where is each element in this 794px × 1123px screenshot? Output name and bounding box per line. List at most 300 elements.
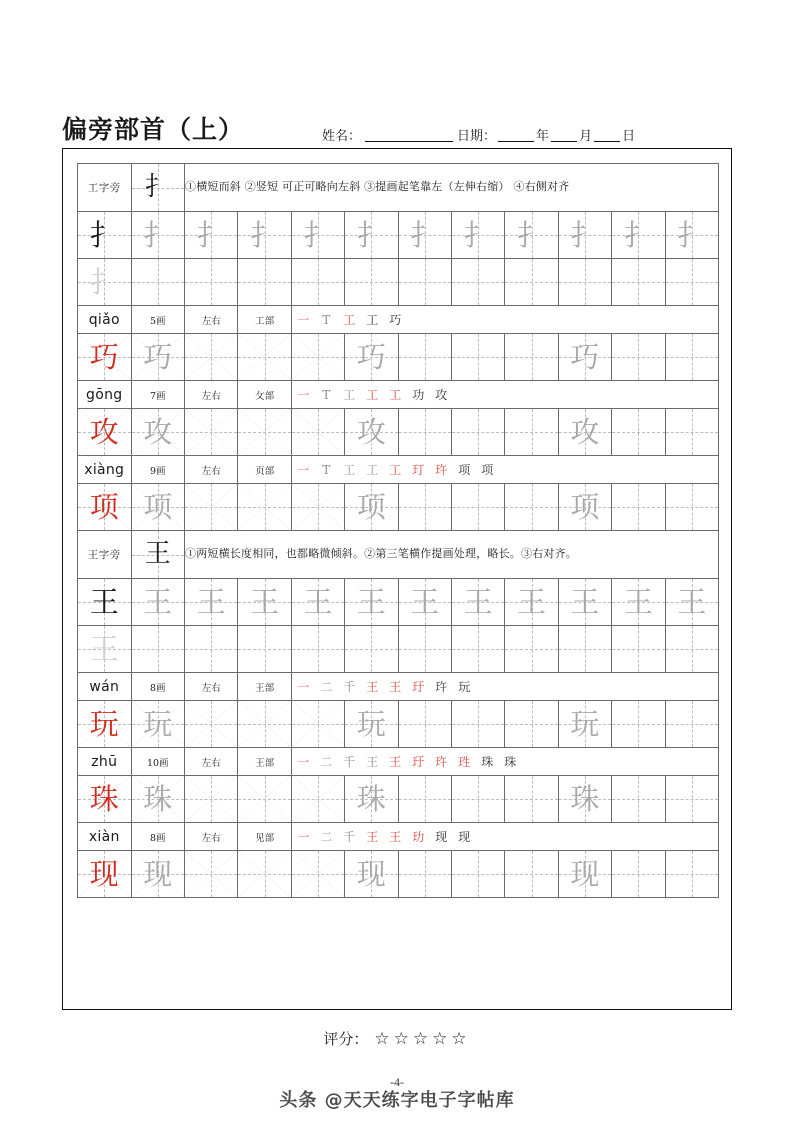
practice-cell[interactable] bbox=[78, 484, 132, 531]
practice-character: 珠 bbox=[89, 781, 119, 816]
stroke-step: 玝 bbox=[435, 463, 448, 478]
radical-header-row bbox=[78, 531, 719, 579]
guide-vertical bbox=[478, 776, 479, 822]
practice-cell[interactable] bbox=[612, 409, 665, 456]
radical-glyph: 王 bbox=[144, 539, 171, 569]
rice-grid-diagonals bbox=[238, 334, 290, 380]
guide-vertical bbox=[532, 626, 533, 672]
character-practice-row bbox=[78, 851, 719, 898]
guide-vertical bbox=[532, 334, 533, 380]
guide-vertical bbox=[211, 626, 212, 672]
practice-cell[interactable] bbox=[665, 626, 718, 673]
stroke-step: 一 bbox=[297, 755, 310, 770]
stroke-step: 巧 bbox=[389, 313, 402, 328]
guide-vertical bbox=[692, 334, 693, 380]
practice-cell[interactable] bbox=[345, 212, 398, 259]
character-stroke-order bbox=[291, 306, 718, 334]
practice-character: 攻 bbox=[570, 414, 600, 449]
practice-character: 王 bbox=[89, 584, 119, 619]
day-input-blank[interactable] bbox=[594, 140, 620, 142]
practice-cell[interactable] bbox=[131, 334, 185, 381]
practice-character: 现 bbox=[356, 856, 386, 891]
practice-cell[interactable] bbox=[665, 484, 718, 531]
practice-cell[interactable] bbox=[558, 212, 611, 259]
practice-character: 王 bbox=[623, 584, 653, 619]
practice-cell[interactable] bbox=[505, 212, 558, 259]
character-stroke-count: 5画 bbox=[131, 306, 185, 334]
radical-name: 王字旁 bbox=[78, 531, 132, 579]
practice-cell[interactable] bbox=[665, 851, 718, 898]
practice-cell[interactable] bbox=[451, 484, 504, 531]
practice-cell[interactable] bbox=[398, 626, 451, 673]
practice-cell[interactable] bbox=[131, 409, 185, 456]
stroke-step: 现 bbox=[458, 830, 471, 845]
guide-vertical bbox=[425, 484, 426, 530]
character-stroke-order bbox=[291, 823, 718, 851]
radical-practice-row bbox=[78, 212, 719, 259]
practice-table-wrap bbox=[77, 163, 719, 898]
practice-cell[interactable] bbox=[451, 579, 504, 626]
guide-vertical bbox=[692, 851, 693, 897]
stroke-step: 现 bbox=[435, 830, 448, 845]
practice-cell[interactable] bbox=[665, 701, 718, 748]
practice-character: 王 bbox=[250, 584, 280, 619]
stroke-step: 玏 bbox=[412, 830, 425, 845]
practice-cell[interactable] bbox=[558, 579, 611, 626]
character-pinyin: gōng bbox=[78, 381, 132, 409]
practice-cell[interactable] bbox=[558, 851, 611, 898]
practice-cell[interactable] bbox=[558, 409, 611, 456]
practice-cell[interactable] bbox=[505, 579, 558, 626]
guide-vertical bbox=[478, 334, 479, 380]
stroke-step: 玩 bbox=[458, 680, 471, 695]
practice-character: 巧 bbox=[89, 339, 119, 374]
practice-cell[interactable] bbox=[238, 259, 291, 306]
practice-cell[interactable] bbox=[78, 409, 132, 456]
guide-vertical bbox=[692, 259, 693, 305]
practice-cell[interactable] bbox=[451, 626, 504, 673]
practice-cell[interactable] bbox=[131, 212, 185, 259]
practice-cell[interactable] bbox=[612, 776, 665, 823]
practice-cell[interactable] bbox=[345, 579, 398, 626]
guide-vertical bbox=[371, 626, 372, 672]
practice-cell[interactable] bbox=[558, 484, 611, 531]
practice-cell[interactable] bbox=[612, 212, 665, 259]
character-structure: 左右 bbox=[185, 306, 238, 334]
stroke-step: 一 bbox=[297, 463, 310, 478]
guide-vertical bbox=[585, 626, 586, 672]
character-structure: 左右 bbox=[185, 456, 238, 484]
practice-character: 王 bbox=[517, 584, 547, 619]
guide-vertical bbox=[425, 701, 426, 747]
guide-vertical bbox=[478, 484, 479, 530]
practice-cell[interactable] bbox=[291, 334, 344, 381]
practice-cell[interactable] bbox=[398, 776, 451, 823]
stroke-step: 玗 bbox=[412, 680, 425, 695]
practice-character: 王 bbox=[463, 584, 493, 619]
practice-cell[interactable] bbox=[131, 626, 185, 673]
practice-cell[interactable] bbox=[612, 334, 665, 381]
character-stroke-order bbox=[291, 456, 718, 484]
stroke-step: T bbox=[322, 313, 331, 328]
character-practice-row bbox=[78, 776, 719, 823]
practice-character: 王 bbox=[356, 584, 386, 619]
practice-cell[interactable] bbox=[131, 851, 185, 898]
practice-character: 王 bbox=[410, 584, 440, 619]
character-stroke-count: 8画 bbox=[131, 823, 185, 851]
character-structure: 左右 bbox=[185, 748, 238, 776]
rice-grid-diagonals bbox=[292, 776, 344, 822]
practice-cell[interactable] bbox=[612, 484, 665, 531]
guide-vertical bbox=[692, 776, 693, 822]
character-info-row bbox=[78, 456, 719, 484]
practice-character: 巧 bbox=[356, 339, 386, 374]
practice-cell[interactable] bbox=[131, 701, 185, 748]
practice-cell[interactable] bbox=[78, 776, 132, 823]
practice-cell[interactable] bbox=[345, 334, 398, 381]
rice-grid-diagonals bbox=[185, 701, 237, 747]
character-pinyin: xiàn bbox=[78, 823, 132, 851]
practice-cell[interactable] bbox=[558, 259, 611, 306]
rice-grid-diagonals bbox=[292, 334, 344, 380]
score-row bbox=[0, 1028, 794, 1049]
guide-vertical bbox=[532, 409, 533, 455]
rice-grid-diagonals bbox=[238, 851, 290, 897]
practice-cell[interactable] bbox=[505, 851, 558, 898]
character-info-row bbox=[78, 823, 719, 851]
name-input-blank[interactable] bbox=[365, 140, 453, 142]
practice-character: 王 bbox=[570, 584, 600, 619]
practice-character: 项 bbox=[143, 489, 173, 524]
guide-vertical bbox=[478, 851, 479, 897]
rice-grid-diagonals bbox=[292, 409, 344, 455]
practice-cell[interactable] bbox=[665, 409, 718, 456]
practice-cell[interactable] bbox=[238, 409, 291, 456]
guide-vertical bbox=[425, 334, 426, 380]
character-radical: 王部 bbox=[238, 748, 291, 776]
rice-grid-diagonals bbox=[185, 334, 237, 380]
stroke-step: 一 bbox=[297, 313, 310, 328]
practice-cell[interactable] bbox=[238, 212, 291, 259]
practice-character: 珠 bbox=[570, 781, 600, 816]
practice-cell[interactable] bbox=[78, 259, 132, 306]
guide-vertical bbox=[532, 776, 533, 822]
practice-character: 王 bbox=[196, 584, 226, 619]
practice-cell[interactable] bbox=[451, 259, 504, 306]
worksheet-frame bbox=[62, 148, 732, 1010]
character-stroke-count: 9画 bbox=[131, 456, 185, 484]
practice-character: 玩 bbox=[89, 706, 119, 741]
guide-vertical bbox=[532, 259, 533, 305]
radical-instructions: ①两短横长度相同，也都略微倾斜。②第三笔横作提画处理，略长。③右对齐。 bbox=[185, 531, 719, 579]
practice-cell[interactable] bbox=[345, 701, 398, 748]
rice-grid-diagonals bbox=[185, 409, 237, 455]
guide-vertical bbox=[425, 626, 426, 672]
practice-character: 扌 bbox=[410, 217, 440, 252]
practice-cell[interactable] bbox=[238, 484, 291, 531]
practice-character: 扌 bbox=[196, 217, 226, 252]
practice-cell[interactable] bbox=[238, 776, 291, 823]
stroke-step: 珠 bbox=[481, 755, 494, 770]
practice-cell[interactable] bbox=[345, 776, 398, 823]
practice-character: 珠 bbox=[143, 781, 173, 816]
practice-character: 扌 bbox=[89, 217, 119, 252]
year-input-blank[interactable] bbox=[498, 140, 534, 142]
stroke-step: T bbox=[322, 463, 331, 478]
stroke-step: 攻 bbox=[435, 388, 448, 403]
stroke-step: 王 bbox=[366, 680, 379, 695]
stroke-step: 珠 bbox=[504, 755, 517, 770]
guide-vertical bbox=[478, 259, 479, 305]
radical-glyph-cell bbox=[131, 531, 185, 579]
practice-cell[interactable] bbox=[665, 259, 718, 306]
practice-cell[interactable] bbox=[291, 851, 344, 898]
practice-cell[interactable] bbox=[185, 776, 238, 823]
practice-cell[interactable] bbox=[185, 626, 238, 673]
practice-cell[interactable] bbox=[665, 212, 718, 259]
practice-cell[interactable] bbox=[238, 701, 291, 748]
practice-cell[interactable] bbox=[398, 409, 451, 456]
practice-cell[interactable] bbox=[665, 579, 718, 626]
character-practice-row bbox=[78, 334, 719, 381]
stroke-step: 千 bbox=[343, 755, 356, 770]
guide-vertical bbox=[638, 701, 639, 747]
practice-cell[interactable] bbox=[185, 701, 238, 748]
practice-cell[interactable] bbox=[78, 701, 132, 748]
practice-cell[interactable] bbox=[131, 259, 185, 306]
guide-vertical bbox=[425, 409, 426, 455]
practice-cell[interactable] bbox=[345, 409, 398, 456]
stroke-step: 珄 bbox=[458, 755, 471, 770]
guide-vertical bbox=[532, 851, 533, 897]
practice-cell[interactable] bbox=[451, 334, 504, 381]
guide-vertical bbox=[425, 776, 426, 822]
practice-character: 扌 bbox=[143, 217, 173, 252]
practice-cell[interactable] bbox=[131, 484, 185, 531]
practice-character: 巧 bbox=[570, 339, 600, 374]
practice-character: 扌 bbox=[677, 217, 707, 252]
guide-vertical bbox=[638, 409, 639, 455]
stroke-step: 工 bbox=[389, 463, 402, 478]
radical-glyph-cell bbox=[131, 164, 185, 212]
rice-grid-diagonals bbox=[292, 484, 344, 530]
practice-cell[interactable] bbox=[185, 579, 238, 626]
practice-cell[interactable] bbox=[291, 259, 344, 306]
character-radical: 页部 bbox=[238, 456, 291, 484]
stroke-step: T bbox=[322, 388, 331, 403]
stroke-step: 二 bbox=[320, 680, 333, 695]
practice-cell[interactable] bbox=[345, 259, 398, 306]
practice-cell[interactable] bbox=[398, 701, 451, 748]
practice-cell[interactable] bbox=[398, 259, 451, 306]
practice-cell[interactable] bbox=[238, 851, 291, 898]
practice-cell[interactable] bbox=[505, 776, 558, 823]
character-radical: 攵部 bbox=[238, 381, 291, 409]
character-practice-row bbox=[78, 701, 719, 748]
stroke-step: 王 bbox=[389, 680, 402, 695]
practice-cell[interactable] bbox=[612, 579, 665, 626]
practice-cell[interactable] bbox=[185, 484, 238, 531]
practice-cell[interactable] bbox=[451, 851, 504, 898]
rice-grid-diagonals bbox=[238, 484, 290, 530]
practice-cell[interactable] bbox=[612, 626, 665, 673]
stroke-step: 玗 bbox=[412, 755, 425, 770]
year-label: 年 bbox=[536, 128, 550, 143]
header-meta bbox=[322, 129, 635, 142]
practice-cell[interactable] bbox=[345, 484, 398, 531]
radical-header-row bbox=[78, 164, 719, 212]
practice-cell[interactable] bbox=[398, 851, 451, 898]
practice-cell[interactable] bbox=[398, 334, 451, 381]
practice-cell[interactable] bbox=[558, 626, 611, 673]
stroke-step: 玝 bbox=[435, 680, 448, 695]
practice-character: 现 bbox=[89, 856, 119, 891]
practice-cell[interactable] bbox=[78, 334, 132, 381]
practice-cell[interactable] bbox=[131, 579, 185, 626]
stroke-step: 工 bbox=[389, 388, 402, 403]
character-structure: 左右 bbox=[185, 673, 238, 701]
character-radical: 工部 bbox=[238, 306, 291, 334]
stroke-step: 工 bbox=[366, 388, 379, 403]
guide-vertical bbox=[692, 626, 693, 672]
practice-character: 王 bbox=[677, 584, 707, 619]
practice-character: 玩 bbox=[143, 706, 173, 741]
guide-vertical bbox=[692, 701, 693, 747]
stroke-step: 工 bbox=[366, 313, 379, 328]
practice-cell[interactable] bbox=[612, 259, 665, 306]
guide-vertical bbox=[532, 484, 533, 530]
stroke-step: 王 bbox=[389, 755, 402, 770]
practice-cell[interactable] bbox=[612, 701, 665, 748]
guide-vertical bbox=[638, 851, 639, 897]
practice-cell[interactable] bbox=[345, 626, 398, 673]
practice-cell[interactable] bbox=[505, 701, 558, 748]
practice-cell[interactable] bbox=[665, 334, 718, 381]
rice-grid-diagonals bbox=[238, 701, 290, 747]
character-stroke-order bbox=[291, 673, 718, 701]
month-label: 月 bbox=[579, 128, 593, 143]
radical-practice-row bbox=[78, 626, 719, 673]
guide-vertical bbox=[425, 259, 426, 305]
stroke-step: 一 bbox=[297, 830, 310, 845]
practice-cell[interactable] bbox=[558, 701, 611, 748]
practice-cell[interactable] bbox=[451, 409, 504, 456]
character-pinyin: zhū bbox=[78, 748, 132, 776]
practice-cell[interactable] bbox=[291, 484, 344, 531]
practice-character: 王 bbox=[143, 584, 173, 619]
guide-vertical bbox=[478, 409, 479, 455]
character-pinyin: qiǎo bbox=[78, 306, 132, 334]
stroke-step: 王 bbox=[366, 830, 379, 845]
star-rating[interactable]: ☆☆☆☆☆ bbox=[374, 1029, 471, 1049]
stroke-step: 功 bbox=[412, 388, 425, 403]
practice-cell[interactable] bbox=[505, 334, 558, 381]
stroke-step: 项 bbox=[458, 463, 471, 478]
character-stroke-count: 7画 bbox=[131, 381, 185, 409]
practice-cell[interactable] bbox=[398, 212, 451, 259]
practice-cell[interactable] bbox=[451, 701, 504, 748]
month-input-blank[interactable] bbox=[551, 140, 577, 142]
practice-character: 扌 bbox=[570, 217, 600, 252]
stroke-step: 玎 bbox=[412, 463, 425, 478]
practice-cell[interactable] bbox=[505, 409, 558, 456]
practice-cell[interactable] bbox=[185, 259, 238, 306]
practice-cell[interactable] bbox=[345, 851, 398, 898]
practice-cell[interactable] bbox=[78, 626, 132, 673]
stroke-step: 工 bbox=[366, 463, 379, 478]
radical-practice-row bbox=[78, 259, 719, 306]
practice-character: 王 bbox=[89, 631, 119, 666]
rice-grid-diagonals bbox=[238, 409, 290, 455]
practice-cell[interactable] bbox=[185, 409, 238, 456]
stroke-step: 千 bbox=[343, 830, 356, 845]
stroke-step: 工 bbox=[343, 463, 356, 478]
practice-character: 巧 bbox=[143, 339, 173, 374]
stroke-step: 千 bbox=[343, 680, 356, 695]
radical-practice-row bbox=[78, 579, 719, 626]
practice-cell[interactable] bbox=[185, 334, 238, 381]
practice-cell[interactable] bbox=[505, 626, 558, 673]
rice-grid-diagonals bbox=[185, 484, 237, 530]
practice-character: 扌 bbox=[303, 217, 333, 252]
practice-cell[interactable] bbox=[185, 212, 238, 259]
practice-cell[interactable] bbox=[78, 851, 132, 898]
practice-cell[interactable] bbox=[131, 776, 185, 823]
practice-cell[interactable] bbox=[238, 626, 291, 673]
practice-cell[interactable] bbox=[291, 579, 344, 626]
stroke-step: 王 bbox=[389, 830, 402, 845]
guide-vertical bbox=[318, 626, 319, 672]
practice-cell[interactable] bbox=[291, 409, 344, 456]
practice-character: 玩 bbox=[356, 706, 386, 741]
practice-cell[interactable] bbox=[291, 212, 344, 259]
practice-cell[interactable] bbox=[505, 259, 558, 306]
practice-character: 攻 bbox=[143, 414, 173, 449]
guide-vertical bbox=[371, 259, 372, 305]
practice-cell[interactable] bbox=[238, 579, 291, 626]
practice-character: 现 bbox=[143, 856, 173, 891]
practice-cell[interactable] bbox=[291, 626, 344, 673]
guide-vertical bbox=[478, 701, 479, 747]
practice-character: 扌 bbox=[356, 217, 386, 252]
practice-cell[interactable] bbox=[505, 484, 558, 531]
stroke-step: 王 bbox=[366, 755, 379, 770]
practice-cell[interactable] bbox=[78, 579, 132, 626]
practice-cell[interactable] bbox=[398, 484, 451, 531]
guide-vertical bbox=[211, 259, 212, 305]
practice-cell[interactable] bbox=[612, 851, 665, 898]
practice-cell[interactable] bbox=[558, 776, 611, 823]
practice-cell[interactable] bbox=[451, 776, 504, 823]
character-structure: 左右 bbox=[185, 823, 238, 851]
guide-vertical bbox=[638, 626, 639, 672]
practice-cell[interactable] bbox=[558, 334, 611, 381]
practice-cell[interactable] bbox=[185, 851, 238, 898]
practice-character: 现 bbox=[570, 856, 600, 891]
practice-cell[interactable] bbox=[665, 776, 718, 823]
rice-grid-diagonals bbox=[185, 851, 237, 897]
practice-cell[interactable] bbox=[398, 579, 451, 626]
practice-cell[interactable] bbox=[78, 212, 132, 259]
stroke-step: 玝 bbox=[435, 755, 448, 770]
practice-cell[interactable] bbox=[238, 334, 291, 381]
practice-cell[interactable] bbox=[291, 701, 344, 748]
practice-cell[interactable] bbox=[291, 776, 344, 823]
practice-character: 扌 bbox=[623, 217, 653, 252]
practice-character: 项 bbox=[570, 489, 600, 524]
practice-cell[interactable] bbox=[451, 212, 504, 259]
stroke-step: 二 bbox=[320, 830, 333, 845]
